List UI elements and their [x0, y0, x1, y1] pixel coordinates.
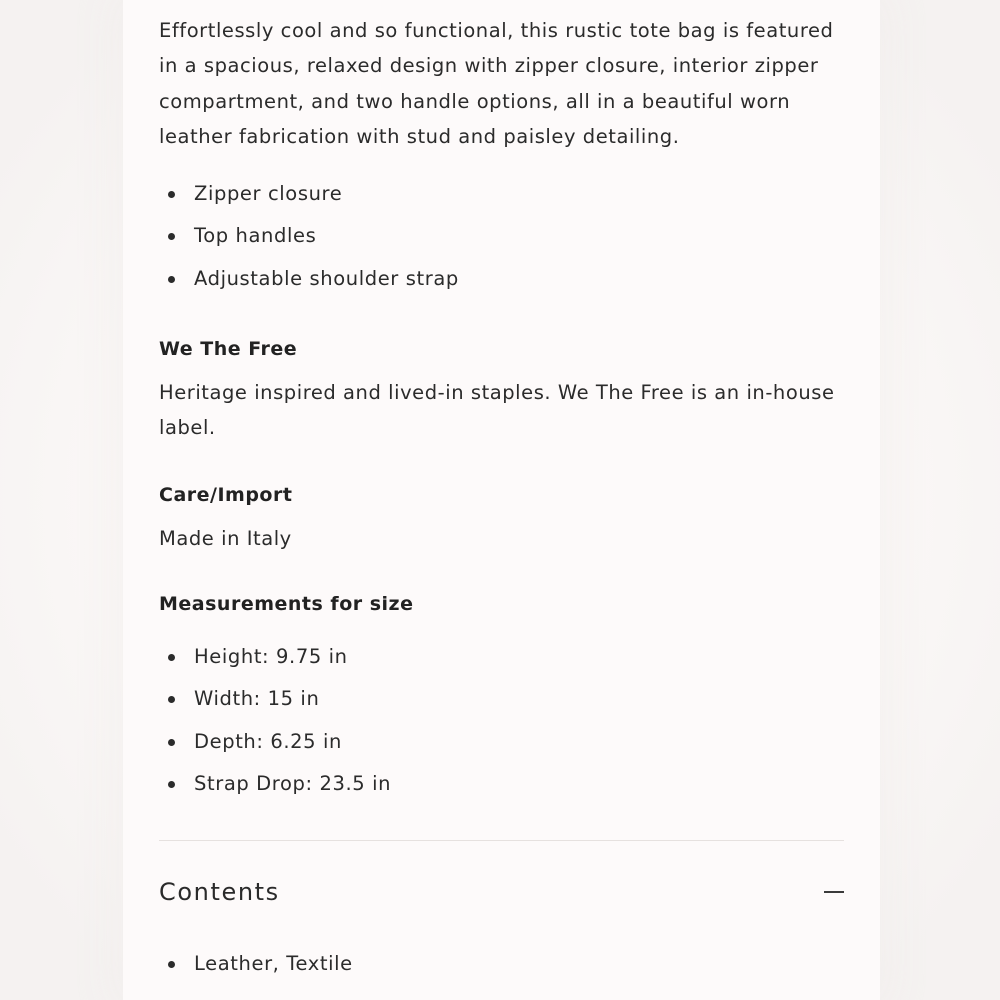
- care-heading: Care/Import: [159, 483, 293, 506]
- list-item: [159, 258, 844, 300]
- list-item-text: Zipper closure: [194, 182, 343, 206]
- bullet-icon: [168, 696, 175, 703]
- bullet-icon: [168, 654, 175, 661]
- bullet-icon: [168, 233, 175, 240]
- list-item: [159, 636, 844, 678]
- list-item-text: Top handles: [194, 224, 317, 248]
- description-line: leather fabrication with stud and paisley detailing.: [159, 124, 680, 148]
- product-description: [159, 13, 844, 154]
- description-line: compartment, and two handle options, all in a beautiful worn: [159, 89, 791, 113]
- measurements-list: [159, 636, 844, 805]
- contents-accordion-header[interactable]: [159, 874, 844, 910]
- description-line: Effortlessly cool and so functional, this rustic tote bag is featured: [159, 19, 834, 42]
- section-divider: [159, 840, 844, 841]
- list-item-text: Width: 15 in: [194, 687, 320, 711]
- bullet-icon: [168, 191, 175, 198]
- features-list: [159, 173, 844, 300]
- brand-heading: We The Free: [159, 338, 298, 361]
- product-details-content: [159, 13, 844, 985]
- contents-title: Contents: [159, 878, 280, 907]
- measurements-heading: Measurements for size: [159, 592, 414, 615]
- list-item: [159, 721, 844, 763]
- list-item-text: Leather, Textile: [194, 952, 353, 976]
- list-item: [159, 215, 844, 257]
- list-item: [159, 763, 844, 805]
- list-item: [159, 173, 844, 215]
- brand-description-line: Heritage inspired and lived-in staples. We The Free is an in-house: [159, 381, 835, 405]
- care-text: [159, 521, 844, 556]
- list-item-text: Depth: 6.25 in: [194, 729, 342, 753]
- list-item-text: Height: 9.75 in: [194, 644, 348, 668]
- minus-icon[interactable]: [824, 891, 844, 893]
- list-item-text: Strap Drop: 23.5 in: [194, 771, 392, 795]
- bullet-icon: [168, 276, 175, 283]
- bullet-icon: [168, 739, 175, 746]
- list-item: [159, 943, 844, 985]
- bullet-icon: [168, 961, 175, 968]
- contents-list: [159, 943, 844, 985]
- list-item-text: Adjustable shoulder strap: [194, 266, 459, 290]
- bullet-icon: [168, 781, 175, 788]
- list-item: [159, 678, 844, 720]
- brand-description: [159, 375, 844, 446]
- description-line: in a spacious, relaxed design with zipper closure, interior zipper: [159, 54, 819, 78]
- care-text-line: Made in Italy: [159, 526, 292, 550]
- brand-description-line: label.: [159, 416, 216, 440]
